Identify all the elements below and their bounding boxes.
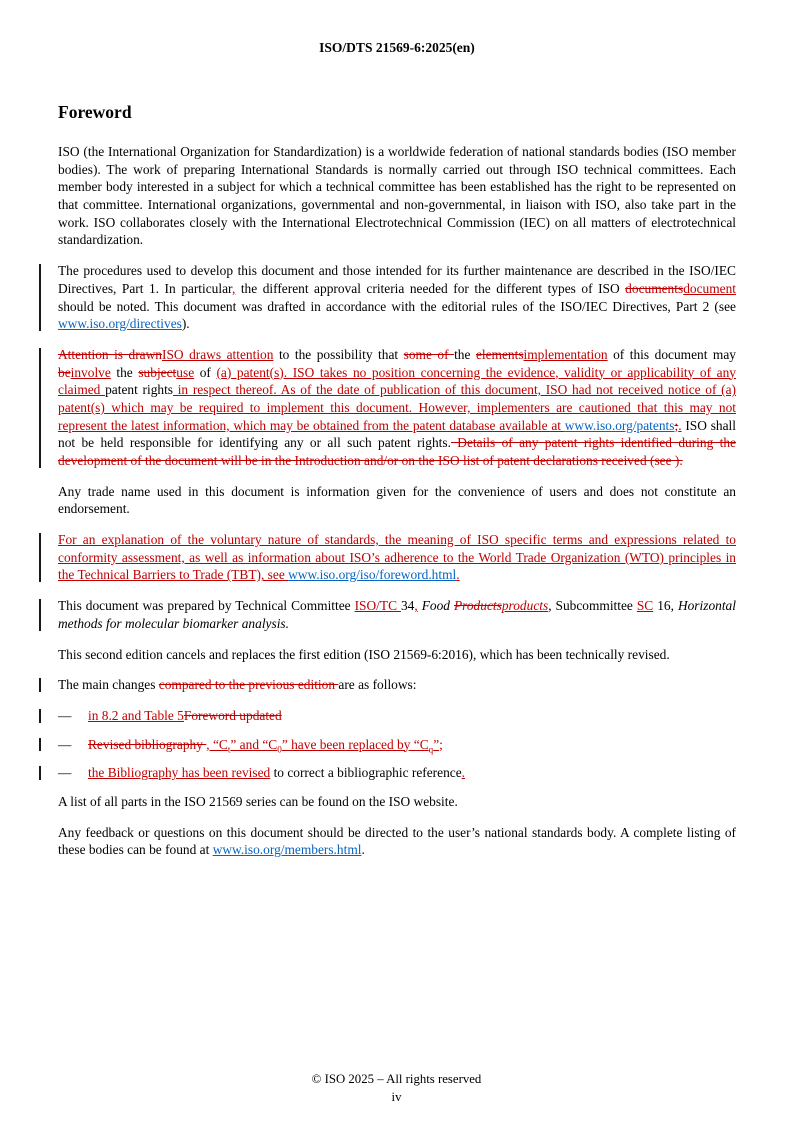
text-run: .: [361, 842, 365, 858]
text-run: , “C: [206, 736, 228, 752]
changes-intro-paragraph: [58, 676, 736, 694]
text-run: ” and “C: [230, 736, 278, 752]
text-run: patent rights: [105, 382, 174, 398]
text-run: 34: [400, 598, 415, 614]
text-run: Horizontal methods for molecular biomarker analysis.: [58, 598, 736, 631]
text-run: (a) patent(s). ISO takes no position concerning the evidence, validity or applicability of any claimed: [58, 364, 736, 398]
text-run: some of: [403, 346, 455, 362]
text-run: Attention is drawn: [58, 346, 162, 362]
text-run: compared to the previous edition: [158, 677, 339, 693]
text-run: of: [194, 364, 217, 380]
text-run: ” have been replaced by “C: [281, 736, 429, 752]
text-run: This document was prepared by Technical Committee: [58, 598, 355, 614]
page-number: iv: [391, 1089, 402, 1104]
text-run: Revised bibliography: [88, 736, 207, 752]
text-run: ,: [231, 280, 236, 296]
text-run: involve: [70, 364, 111, 380]
text-run: of this document may: [607, 346, 736, 362]
text-run: subject: [138, 364, 177, 380]
text-run: Foreword updated: [183, 707, 282, 723]
text-run: Products: [453, 598, 502, 614]
text-run: ,: [414, 598, 418, 614]
text-run: the: [110, 364, 139, 380]
hyperlink[interactable]: www.iso.org/members.html: [212, 842, 362, 858]
change-item-3: [58, 764, 736, 782]
change-item-1: [58, 707, 736, 725]
text-run: documents: [625, 280, 684, 296]
text-run: implementation: [523, 346, 608, 362]
text-run: 16,: [653, 598, 678, 614]
text-run: ”;: [433, 736, 443, 752]
feedback-paragraph: [58, 824, 736, 859]
text-run: ISO draws attention: [162, 346, 274, 362]
page-content: [58, 40, 736, 872]
text-run: are as follows:: [338, 677, 417, 693]
text-run: be: [58, 364, 71, 380]
text-run: ).: [181, 316, 190, 332]
text-run: document: [683, 280, 736, 296]
text-run: t: [227, 744, 231, 755]
parts-list-paragraph: [58, 793, 736, 811]
text-run: the Bibliography has been revised: [88, 765, 271, 781]
text-run: Any trade name used in this document is information given for the convenience of users and does not constitute an endorsement.: [58, 483, 736, 517]
text-run: SC: [636, 598, 654, 614]
page-footer: [0, 1071, 793, 1106]
committee-paragraph: [58, 597, 736, 632]
intro-paragraph: [58, 143, 736, 249]
text-run: use: [176, 364, 195, 380]
text-run: Food: [421, 598, 454, 614]
hyperlink[interactable]: www.iso.org/directives: [58, 316, 182, 332]
foreword-heading: Foreword: [58, 102, 132, 122]
text-run: .: [456, 567, 460, 583]
text-run: in 8.2 and Table 5: [88, 707, 184, 723]
list-dash: —: [58, 707, 72, 723]
document-body: [58, 143, 736, 859]
text-run: in respect thereof. As of the date of publication of this document, ISO had not received notice of (a) patent(s) which may be required to implement this document. However, implementers are cautioned that this may not represent the latest information, which may be obtained from the patent database available at: [58, 382, 736, 433]
edition-paragraph: [58, 646, 736, 664]
procedures-paragraph: [58, 262, 736, 333]
text-run: This second edition cancels and replaces the first edition (ISO 21569-6:2016), which has been technically revised.: [58, 646, 670, 662]
text-run: ISO (the International Organization for Standardization) is a worldwide federation of national standards bodies (ISO member bodies). The work of preparing International Standards is normally carried out through ISO technical committees. Each member body interested in a subject for which a technical committee has been established has the right to be represented on that committee. International organizations, governmental and non-governmental, in liaison with ISO, also take part in the work. ISO collaborates closely with the International Electrotechnical Commission (IEC) on all matters of electrotechnical standardization.: [58, 144, 736, 248]
change-item-2: [58, 736, 736, 754]
list-dash: —: [58, 765, 72, 781]
text-run: ISO/TC: [354, 598, 401, 614]
hyperlink[interactable]: www.iso.org/iso/foreword.html: [288, 567, 457, 583]
document-id-header: ISO/DTS 21569-6:2025(en): [319, 40, 475, 55]
text-run: the: [454, 346, 476, 362]
text-run: For an explanation of the voluntary nature of standards, the meaning of ISO specific terms and expressions related to conformity assessment, as well as information about ISO’s adherence to the World Trade Organization (WTO) principles in the Technical Barriers to Trade (TBT), see: [58, 532, 736, 583]
copyright-notice: © ISO 2025 – All rights reserved: [311, 1072, 482, 1087]
text-run: products: [501, 598, 549, 614]
text-run: .: [678, 417, 682, 433]
text-run: The main changes: [58, 677, 159, 693]
text-run: should be noted. This document was drafted in accordance with the editorial rules of the ISO/IEC Directives, Part 2 (see: [58, 298, 736, 314]
wto-paragraph: [58, 531, 736, 584]
text-run: to correct a bibliographic reference: [270, 765, 462, 781]
text-run: ;: [674, 417, 679, 433]
text-run: The procedures used to develop this document and those intended for its further maintenance are described in the ISO/IEC Directives, Part 1. In particular: [58, 263, 736, 296]
text-run: the different approval criteria needed for the different types of ISO: [235, 280, 626, 296]
text-run: to the possibility that: [273, 346, 404, 362]
text-run: .: [461, 765, 466, 781]
text-run: Any feedback or questions on this document should be directed to the user’s national standards body. A complete listing of these bodies can be found at: [58, 824, 736, 858]
hyperlink[interactable]: www.iso.org/patents: [564, 417, 675, 433]
trade-name-paragraph: [58, 483, 736, 518]
text-run: A list of all parts in the ISO 21569 series can be found on the ISO website.: [58, 793, 458, 809]
text-run: Details of any patent rights identified during the development of the document will be in the Introduction and/or on the ISO list of patent declarations received (see ).: [58, 435, 736, 468]
patents-paragraph: [58, 346, 736, 470]
text-run: 0: [277, 744, 282, 755]
text-run: elements: [475, 346, 524, 362]
text-run: ISO shall not be held responsible for identifying any or all such patent rights.: [58, 417, 736, 451]
text-run: , Subcommittee: [548, 598, 637, 614]
text-run: q: [428, 744, 434, 755]
list-dash: —: [58, 736, 72, 752]
